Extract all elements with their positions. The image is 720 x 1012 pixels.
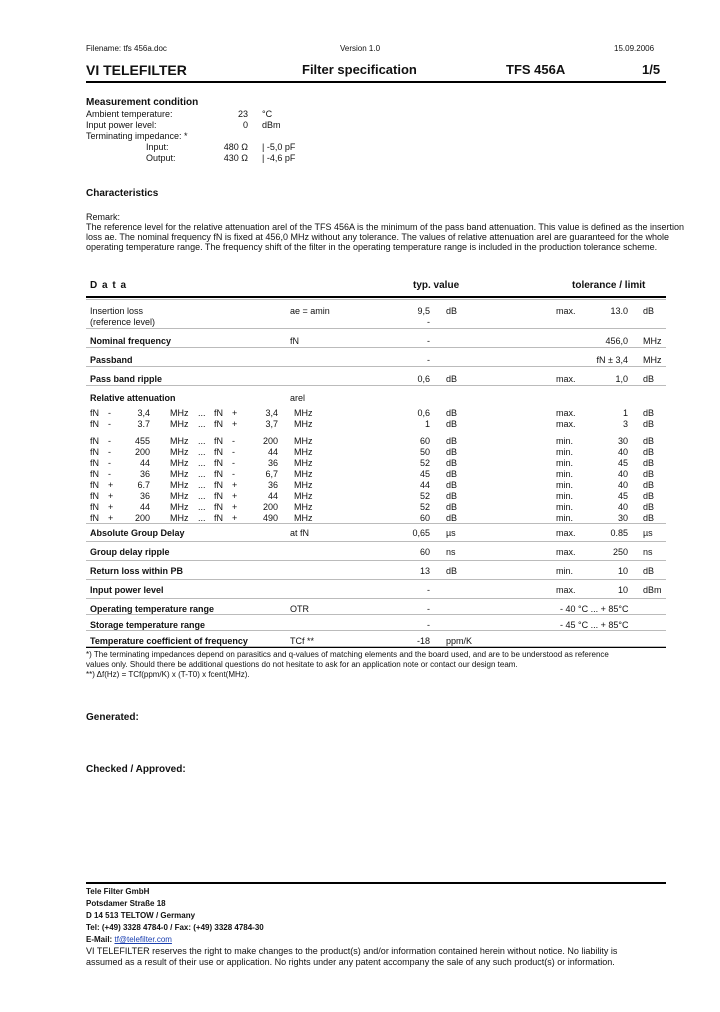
row-limit-unit: dB	[643, 306, 655, 316]
rel-typ: 60	[419, 436, 430, 446]
row-limit-value: 13.0	[610, 306, 628, 316]
rel-typ: 52	[419, 491, 430, 501]
rel-unit-2: MHz	[294, 447, 313, 457]
rel-sign-2: -	[232, 458, 235, 468]
rel-unit-2: MHz	[294, 436, 313, 446]
rel-unit-1: MHz	[170, 502, 189, 512]
rel-limit-value: 3	[622, 419, 628, 429]
rel-limit-value: 45	[617, 491, 628, 501]
row-limit-type: max.	[556, 585, 576, 595]
rel-val-2: 36	[267, 458, 278, 468]
rel-dots: ...	[198, 408, 206, 418]
rel-typ: 60	[419, 513, 430, 523]
date: 15.09.2006	[614, 44, 655, 53]
row-symbol: TCf **	[290, 636, 315, 646]
measurement-title: Measurement condition	[86, 97, 199, 108]
rel-limit-value: 45	[617, 458, 628, 468]
rel-f-end: fN	[214, 469, 223, 479]
footer-email-row	[86, 935, 172, 944]
rel-limit-unit: dB	[643, 447, 655, 457]
footer-phone: Tel: (+49) 3328 4784-0 / Fax: (+49) 3328 4784-30	[86, 923, 264, 932]
rel-f-end: fN	[214, 447, 223, 457]
rel-dots: ...	[198, 419, 206, 429]
footnote-1: *) The terminating impedances depend on parasitics and q-values of matching elements and the board used, and are to be understood as reference	[86, 650, 609, 659]
rel-unit-2: MHz	[294, 408, 313, 418]
rel-dots: ...	[198, 458, 206, 468]
rel-limit-type: min.	[556, 436, 574, 446]
rel-val-2: 36	[267, 480, 278, 490]
rel-unit-1: MHz	[170, 419, 189, 429]
rel-unit-2: MHz	[294, 502, 313, 512]
row-typ: 0,6	[417, 374, 430, 384]
rel-dots: ...	[198, 502, 206, 512]
rel-limit-value: 40	[617, 447, 628, 457]
row-typ: -	[427, 585, 430, 595]
row-typ: 60	[419, 547, 430, 557]
rel-typ-unit: dB	[446, 419, 458, 429]
meas-value: 0	[242, 120, 248, 130]
row-name: Storage temperature range	[90, 620, 206, 630]
rel-unit-1: MHz	[170, 469, 189, 479]
rel-typ: 52	[419, 502, 430, 512]
row-separator	[86, 385, 666, 386]
row-typ: 0,65	[412, 528, 430, 538]
rel-val-1: 200	[134, 513, 150, 523]
rel-f-start: fN	[90, 513, 99, 523]
meas-value: 430 Ω	[223, 153, 248, 163]
rel-unit-2: MHz	[294, 480, 313, 490]
rel-sign-1: -	[108, 447, 111, 457]
rel-sign-2: +	[232, 419, 238, 429]
row-symbol: OTR	[290, 604, 309, 614]
rel-sign-2: +	[232, 408, 238, 418]
row-typ: -	[427, 317, 430, 327]
rel-unit-1: MHz	[170, 408, 189, 418]
rel-limit-value: 40	[617, 469, 628, 479]
rel-val-1: 36	[139, 469, 150, 479]
rel-limit-unit: dB	[643, 419, 655, 429]
rel-f-start: fN	[90, 408, 99, 418]
rel-typ: 0,6	[417, 408, 430, 418]
row-separator	[86, 560, 666, 561]
meas-unit: °C	[262, 109, 273, 119]
row-limit-unit: MHz	[643, 355, 662, 365]
rel-f-start: fN	[90, 491, 99, 501]
meas-label: Input:	[146, 142, 169, 152]
rel-typ-unit: dB	[446, 513, 458, 523]
header-rule	[86, 81, 666, 83]
rel-f-start: fN	[90, 469, 99, 479]
meas-unit: | -4,6 pF	[262, 153, 296, 163]
version: Version 1.0	[340, 44, 381, 53]
part-number: TFS 456A	[506, 62, 566, 77]
rel-unit-2: MHz	[294, 419, 313, 429]
rel-val-2: 200	[262, 436, 278, 446]
table-header-rule	[86, 296, 666, 298]
rel-limit-type: min.	[556, 469, 574, 479]
generated-label: Generated:	[86, 712, 139, 723]
row-name: Operating temperature range	[90, 604, 215, 614]
rel-typ: 50	[419, 447, 430, 457]
meas-unit: | -5,0 pF	[262, 142, 296, 152]
rel-f-start: fN	[90, 458, 99, 468]
row-symbol: at fN	[290, 528, 310, 538]
rel-typ: 52	[419, 458, 430, 468]
rel-unit-1: MHz	[170, 458, 189, 468]
meas-label: Terminating impedance: *	[86, 131, 188, 141]
footnote-2: values only. Should there be additional questions do not hesitate to ask for an application note or contact our design team.	[86, 660, 518, 669]
row-typ: -	[427, 620, 430, 630]
row-typ: 13	[419, 566, 430, 576]
rel-val-1: 44	[139, 502, 150, 512]
row-limit-unit: dBm	[643, 585, 662, 595]
rel-limit-type: min.	[556, 458, 574, 468]
rel-f-end: fN	[214, 408, 223, 418]
row-separator	[86, 299, 666, 300]
rel-val-1: 455	[134, 436, 150, 446]
rel-typ-unit: dB	[446, 408, 458, 418]
row-limit-value: 1,0	[615, 374, 628, 384]
rel-limit-type: max.	[556, 408, 576, 418]
rel-f-start: fN	[90, 502, 99, 512]
rel-limit-value: 1	[622, 408, 628, 418]
rel-val-1: 44	[139, 458, 150, 468]
row-typ: -18	[416, 636, 430, 646]
rel-unit-1: MHz	[170, 491, 189, 501]
rel-sign-2: +	[232, 491, 238, 501]
footer-email-link[interactable]: tf@telefilter.com	[114, 935, 172, 944]
row-limit-type: max.	[556, 306, 576, 316]
rel-dots: ...	[198, 436, 206, 446]
row-name: (reference level)	[90, 317, 156, 327]
row-name: Temperature coefficient of frequency	[90, 636, 248, 646]
filename: Filename: tfs 456a.doc	[86, 44, 167, 53]
row-name: Group delay ripple	[90, 547, 170, 557]
row-name: Pass band ripple	[90, 374, 163, 384]
rel-limit-type: min.	[556, 513, 574, 523]
footer-city: D 14 513 TELTOW / Germany	[86, 911, 196, 920]
rel-typ-unit: dB	[446, 436, 458, 446]
rel-sign-1: -	[108, 458, 111, 468]
rel-sign-2: -	[232, 436, 235, 446]
row-limit-value: - 40 °C ... + 85°C	[560, 604, 629, 614]
row-name: Absolute Group Delay	[90, 528, 185, 538]
rel-dots: ...	[198, 469, 206, 479]
remark-label: Remark:	[86, 212, 121, 222]
row-limit-type: max.	[556, 547, 576, 557]
meas-label: Input power level:	[86, 120, 157, 130]
row-typ-unit: dB	[446, 306, 458, 316]
rel-val-2: 6,7	[265, 469, 278, 479]
col-tol: tolerance / limit	[572, 280, 646, 291]
rel-sign-2: +	[232, 502, 238, 512]
checked-label: Checked / Approved:	[86, 764, 186, 775]
rel-sign-1: +	[108, 491, 114, 501]
footer-company: Tele Filter GmbH	[86, 887, 150, 896]
rel-limit-type: min.	[556, 447, 574, 457]
remark-line-2: loss ae. The nominal frequency fN is fixed at 456,0 MHz without any tolerance. The values of relative attenuation arel are guaranteed for the whole	[86, 232, 670, 242]
row-limit-value: 250	[612, 547, 628, 557]
row-limit-value: 10	[617, 566, 628, 576]
footer-rule	[86, 882, 666, 884]
rel-sign-1: -	[108, 469, 111, 479]
rel-sign-1: -	[108, 436, 111, 446]
rel-typ-unit: dB	[446, 469, 458, 479]
row-typ: 9,5	[417, 306, 430, 316]
rel-unit-1: MHz	[170, 480, 189, 490]
row-limit-unit: MHz	[643, 336, 662, 346]
rel-val-1: 6.7	[137, 480, 150, 490]
rel-val-1: 200	[134, 447, 150, 457]
rel-limit-value: 30	[617, 513, 628, 523]
rel-f-start: fN	[90, 436, 99, 446]
rel-limit-unit: dB	[643, 408, 655, 418]
footer-disclaimer-1: VI TELEFILTER reserves the right to make changes to the product(s) and/or information contained herein without notice. No liability is	[86, 946, 618, 956]
rel-limit-type: min.	[556, 502, 574, 512]
rel-typ-unit: dB	[446, 480, 458, 490]
rel-limit-unit: dB	[643, 458, 655, 468]
col-typ: typ. value	[413, 280, 460, 291]
rel-val-2: 200	[262, 502, 278, 512]
rel-unit-2: MHz	[294, 513, 313, 523]
row-name: Input power level	[90, 585, 164, 595]
rel-f-end: fN	[214, 502, 223, 512]
rel-limit-type: min.	[556, 491, 574, 501]
rel-sign-2: +	[232, 480, 238, 490]
row-typ-unit: µs	[446, 528, 456, 538]
row-limit-type: max.	[556, 528, 576, 538]
row-separator	[86, 523, 666, 524]
rel-limit-unit: dB	[643, 469, 655, 479]
rel-f-end: fN	[214, 419, 223, 429]
rel-val-2: 44	[267, 447, 278, 457]
characteristics-title: Characteristics	[86, 188, 159, 199]
rel-unit-2: MHz	[294, 469, 313, 479]
row-separator	[86, 366, 666, 367]
row-limit-unit: dB	[643, 374, 655, 384]
rel-limit-value: 40	[617, 502, 628, 512]
rel-limit-type: max.	[556, 419, 576, 429]
row-limit-type: min.	[556, 566, 574, 576]
rel-sign-1: +	[108, 502, 114, 512]
rel-unit-2: MHz	[294, 491, 313, 501]
row-symbol: arel	[290, 393, 306, 403]
row-limit-unit: dB	[643, 566, 655, 576]
row-limit-value: - 45 °C ... + 85°C	[560, 620, 629, 630]
rel-limit-unit: dB	[643, 491, 655, 501]
footer-email-label: E-Mail:	[86, 935, 113, 944]
rel-unit-1: MHz	[170, 447, 189, 457]
rel-limit-value: 40	[617, 480, 628, 490]
row-separator	[86, 630, 666, 631]
rel-limit-value: 30	[617, 436, 628, 446]
row-separator	[86, 598, 666, 599]
row-typ-unit: ppm/K	[446, 636, 473, 646]
row-limit-value: 0.85	[610, 528, 628, 538]
row-name: Passband	[90, 355, 133, 365]
rel-sign-2: -	[232, 447, 235, 457]
row-name: Insertion loss	[90, 306, 144, 316]
rel-dots: ...	[198, 491, 206, 501]
row-typ: -	[427, 604, 430, 614]
row-typ-unit: ns	[446, 547, 456, 557]
remark-line-3: operating temperature range. The frequency shift of the filter in the operating temperature range is included in the production tolerance scheme.	[86, 242, 658, 252]
col-data: D a t a	[90, 280, 128, 291]
row-typ-unit: dB	[446, 566, 458, 576]
row-limit-type: max.	[556, 374, 576, 384]
row-separator	[86, 541, 666, 542]
rel-sign-2: +	[232, 513, 238, 523]
row-symbol: fN	[290, 336, 299, 346]
rel-limit-type: min.	[556, 480, 574, 490]
meas-label: Output:	[146, 153, 176, 163]
row-separator	[86, 579, 666, 580]
row-typ-unit: dB	[446, 374, 458, 384]
rel-f-end: fN	[214, 513, 223, 523]
rel-typ: 1	[424, 419, 430, 429]
rel-f-start: fN	[90, 447, 99, 457]
row-name: Return loss within PB	[90, 566, 184, 576]
row-limit-unit: ns	[643, 547, 653, 557]
rel-sign-2: -	[232, 469, 235, 479]
row-name: Nominal frequency	[90, 336, 172, 346]
rel-dots: ...	[198, 480, 206, 490]
rel-typ-unit: dB	[446, 502, 458, 512]
rel-val-2: 44	[267, 491, 278, 501]
row-separator	[86, 347, 666, 348]
rel-f-end: fN	[214, 480, 223, 490]
footer-street: Potsdamer Straße 18	[86, 899, 166, 908]
row-name: Relative attenuation	[90, 393, 176, 403]
rel-limit-unit: dB	[643, 502, 655, 512]
meas-value: 480 Ω	[223, 142, 248, 152]
footer-disclaimer-2: assumed as a result of their use or application. No rights under any patent accompany the sale of any such product(s) or information.	[86, 957, 615, 967]
rel-unit-1: MHz	[170, 436, 189, 446]
meas-label: Ambient temperature:	[86, 109, 173, 119]
remark-line-1: The reference level for the relative attenuation arel of the TFS 456A is the minimum of the pass band attenuation. This value is defined as the insertion	[86, 222, 685, 232]
rel-unit-2: MHz	[294, 458, 313, 468]
rel-sign-1: +	[108, 513, 114, 523]
row-typ: -	[427, 355, 430, 365]
row-separator	[86, 614, 666, 615]
doc-title: Filter specification	[302, 62, 417, 77]
row-limit-value: 456,0	[605, 336, 628, 346]
rel-f-end: fN	[214, 491, 223, 501]
rel-val-2: 3,4	[265, 408, 278, 418]
rel-sign-1: -	[108, 419, 111, 429]
rel-f-start: fN	[90, 419, 99, 429]
rel-unit-1: MHz	[170, 513, 189, 523]
rel-val-1: 3,4	[137, 408, 150, 418]
rel-typ-unit: dB	[446, 458, 458, 468]
rel-f-start: fN	[90, 480, 99, 490]
meas-value: 23	[237, 109, 248, 119]
page-number: 1/5	[642, 62, 661, 77]
meas-unit: dBm	[262, 120, 281, 130]
rel-dots: ...	[198, 447, 206, 457]
row-limit-unit: µs	[643, 528, 653, 538]
rel-val-2: 490	[262, 513, 278, 523]
row-separator	[86, 328, 666, 329]
rel-typ: 45	[419, 469, 430, 479]
rel-typ-unit: dB	[446, 447, 458, 457]
row-limit-value: fN ± 3,4	[596, 355, 628, 365]
rel-limit-unit: dB	[643, 513, 655, 523]
company-logo-text: VI TELEFILTER	[86, 62, 187, 78]
row-limit-value: 10	[617, 585, 628, 595]
rel-val-1: 36	[139, 491, 150, 501]
rel-limit-unit: dB	[643, 436, 655, 446]
rel-f-end: fN	[214, 458, 223, 468]
table-bottom-rule	[86, 647, 666, 648]
rel-f-end: fN	[214, 436, 223, 446]
rel-val-1: 3.7	[137, 419, 150, 429]
row-symbol: ae = amin	[290, 306, 330, 316]
rel-sign-1: +	[108, 480, 114, 490]
rel-val-2: 3,7	[265, 419, 278, 429]
row-typ: -	[427, 336, 430, 346]
rel-typ-unit: dB	[446, 491, 458, 501]
rel-dots: ...	[198, 513, 206, 523]
rel-limit-unit: dB	[643, 480, 655, 490]
rel-sign-1: -	[108, 408, 111, 418]
footnote-3: **) Δf(Hz) = TCf(ppm/K) x (T-T0) x fcent(MHz).	[86, 670, 250, 679]
rel-typ: 44	[419, 480, 430, 490]
